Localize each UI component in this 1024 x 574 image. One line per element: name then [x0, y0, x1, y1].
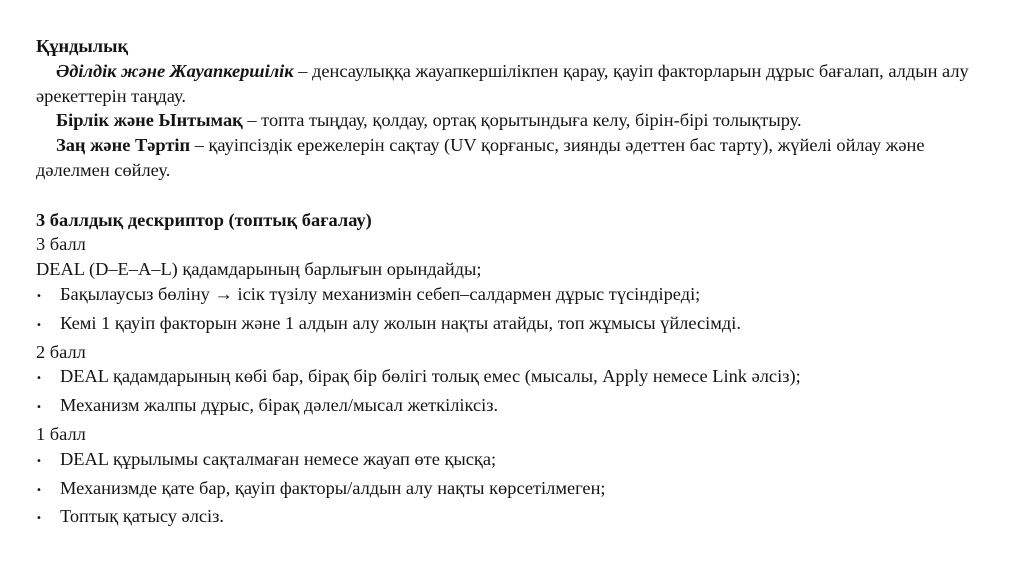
value-description: – қауіпсіздік ережелерін сақтау (UV қорғаныс, зиянды әдеттен бас тарту), жүйелі ойлау және дәлелмен сөйлеу. [36, 135, 925, 180]
value-item-justice [36, 59, 996, 109]
values-heading: Құндылық [36, 36, 129, 56]
bullet-icon: • [36, 402, 42, 414]
value-title: Әділдік және Жауапкершілік [56, 60, 294, 81]
list-item [36, 504, 996, 533]
bullet-icon: • [36, 513, 42, 525]
value-description: – топта тыңдау, қолдау, ортақ қорытындыға келу, бірін-бірі толықтыру. [242, 110, 802, 131]
list-item-text: DEAL қадамдарының көбі бар, бірақ бір бөлігі толық емес (мысалы, Apply немесе Link әлсіз); [60, 366, 801, 387]
list-item-text: Кемі 1 қауіп факторын және 1 алдын алу жолын нақты атайды, топ жұмысы үйлесімді. [60, 312, 741, 333]
list-item [36, 364, 996, 393]
list-item-text: Топтық қатысу әлсіз. [60, 506, 225, 527]
level-label: 1 балл [36, 423, 86, 444]
blank-line [36, 183, 996, 208]
value-item-unity [36, 108, 996, 133]
value-description: – денсаулыққа жауапкершілікпен қарау, қауіп факторларын дұрыс бағалап, алдын алу әрекеттерін таңдау. [36, 60, 969, 106]
list-item [36, 447, 996, 476]
list-item-text: Механизм жалпы дұрыс, бірақ дәлел/мысал жеткіліксіз. [60, 395, 499, 416]
value-title: Заң және Тәртіп [56, 135, 191, 156]
level-label: 2 балл [36, 341, 86, 362]
level-intro: DEAL (D–E–A–L) қадамдарының барлығын орындайды; [36, 259, 482, 280]
list-item [36, 476, 996, 505]
slide-text-body [36, 34, 996, 533]
bullet-icon: • [36, 455, 42, 467]
bullet-icon: • [36, 373, 42, 385]
list-item [36, 311, 996, 340]
bullet-icon: • [36, 290, 42, 302]
descriptor-heading: 3 баллдық дескриптор (топтық бағалау) [36, 209, 372, 230]
list-item-text: DEAL құрылымы сақталмаған немесе жауап өте қысқа; [60, 448, 497, 469]
value-item-law [36, 133, 996, 183]
list-item [36, 393, 996, 422]
bullet-icon: • [36, 484, 42, 496]
list-item [36, 282, 996, 311]
list-item-text: Бақылаусыз бөліну → ісік түзілу механизмін себеп–салдармен дұрыс түсіндіреді; [60, 283, 701, 304]
level-label: 3 балл [36, 234, 86, 255]
list-item-text: Механизмде қате бар, қауіп факторы/алдын алу нақты көрсетілмеген; [60, 477, 606, 498]
value-title: Бірлік және Ынтымақ [56, 110, 243, 131]
bullet-icon: • [36, 319, 42, 331]
